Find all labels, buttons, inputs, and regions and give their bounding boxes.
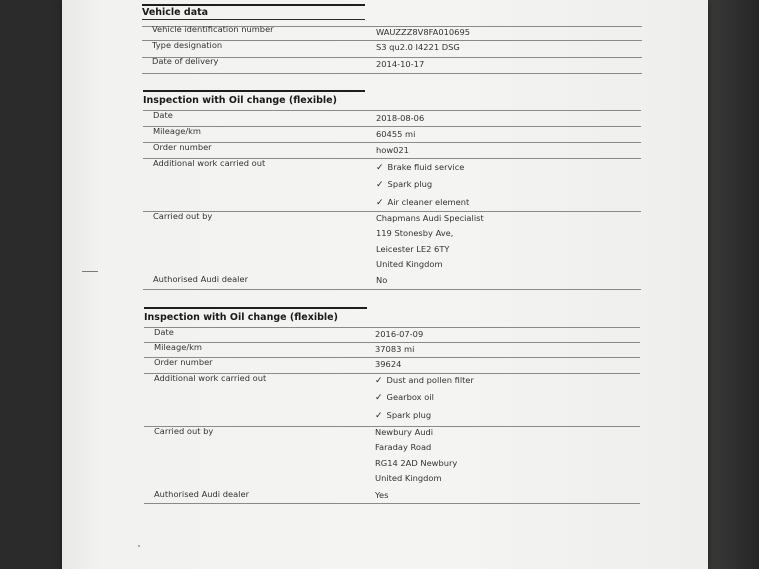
delivery-value: 2014-10-17 (376, 59, 425, 69)
dealer-label: Authorised Audi dealer (154, 489, 249, 499)
mileage-label: Mileage/km (153, 126, 202, 136)
inspection-section-1 (143, 90, 705, 295)
section-rule-top (143, 90, 365, 92)
checkmark-icon: ✓ (375, 411, 383, 421)
work-item: ✓ Dust and pollen filter (375, 375, 474, 386)
row-rule (143, 211, 641, 212)
heading-underline (142, 19, 365, 20)
dealer-label: Authorised Audi dealer (153, 274, 248, 284)
row-rule (143, 110, 641, 111)
mileage-value: 37083 mi (375, 344, 415, 354)
row-rule (144, 327, 640, 328)
delivery-label: Date of delivery (152, 56, 219, 66)
address-line: Faraday Road (375, 442, 432, 452)
address-line: RG14 2AD Newbury (375, 458, 458, 468)
inspection-section-2 (144, 307, 706, 512)
date-value: 2018-08-06 (376, 113, 425, 123)
date-label: Date (153, 110, 173, 120)
address-line: 119 Stonesby Ave, (376, 228, 454, 238)
section-heading: Vehicle data (142, 7, 209, 18)
work-item: ✓ Spark plug (375, 410, 432, 421)
checkmark-icon: ✓ (376, 180, 384, 190)
work-item: ✓ Air cleaner element (376, 197, 470, 208)
row-rule (143, 142, 641, 143)
checkmark-icon: ✓ (376, 163, 384, 173)
checkmark-icon: ✓ (375, 393, 383, 403)
dealer-value: Yes (375, 490, 389, 500)
section-heading: Inspection with Oil change (flexible) (144, 312, 338, 323)
row-rule (144, 357, 640, 358)
row-rule (144, 503, 640, 504)
row-rule (143, 126, 641, 127)
work-item: ✓ Brake fluid service (376, 162, 465, 173)
order-value: 39624 (375, 359, 402, 369)
type-label: Type designation (152, 40, 223, 50)
type-value: S3 qu2.0 I4221 DSG (376, 42, 460, 52)
date-value: 2016-07-09 (375, 329, 424, 339)
mileage-value: 60455 mi (376, 129, 416, 139)
row-rule (144, 342, 640, 343)
dealer-value: No (376, 275, 388, 285)
vin-label: Vehicle identification number (152, 24, 274, 34)
address-line: Chapmans Audi Specialist (376, 213, 484, 223)
checkmark-icon: ✓ (375, 376, 383, 386)
date-label: Date (154, 327, 174, 337)
pencil-mark (82, 271, 98, 272)
work-item: ✓ Gearbox oil (375, 392, 434, 403)
service-record-page (62, 0, 708, 569)
address-line: United Kingdom (376, 259, 443, 269)
vin-value: WAUZZZ8V8FA010695 (376, 27, 470, 37)
checkmark-icon: ✓ (376, 198, 384, 208)
order-value: how021 (376, 145, 409, 155)
address-line: Newbury Audi (375, 427, 434, 437)
background-right (706, 0, 759, 569)
order-label: Order number (154, 357, 213, 367)
section-heading: Inspection with Oil change (flexible) (143, 95, 337, 106)
vehicle-data-section (142, 0, 704, 80)
row-rule (143, 289, 641, 290)
paper-speck (138, 545, 140, 547)
address-line: Leicester LE2 6TY (376, 244, 450, 254)
section-rule-top (142, 4, 365, 6)
work-label: Additional work carried out (153, 158, 266, 168)
row-rule (142, 73, 642, 74)
section-rule-top (144, 307, 367, 309)
carried-out-label: Carried out by (154, 426, 214, 436)
address-line: United Kingdom (375, 473, 442, 483)
mileage-label: Mileage/km (154, 342, 203, 352)
work-item: ✓ Spark plug (376, 179, 433, 190)
work-label: Additional work carried out (154, 373, 267, 383)
carried-out-label: Carried out by (153, 211, 213, 221)
order-label: Order number (153, 142, 212, 152)
